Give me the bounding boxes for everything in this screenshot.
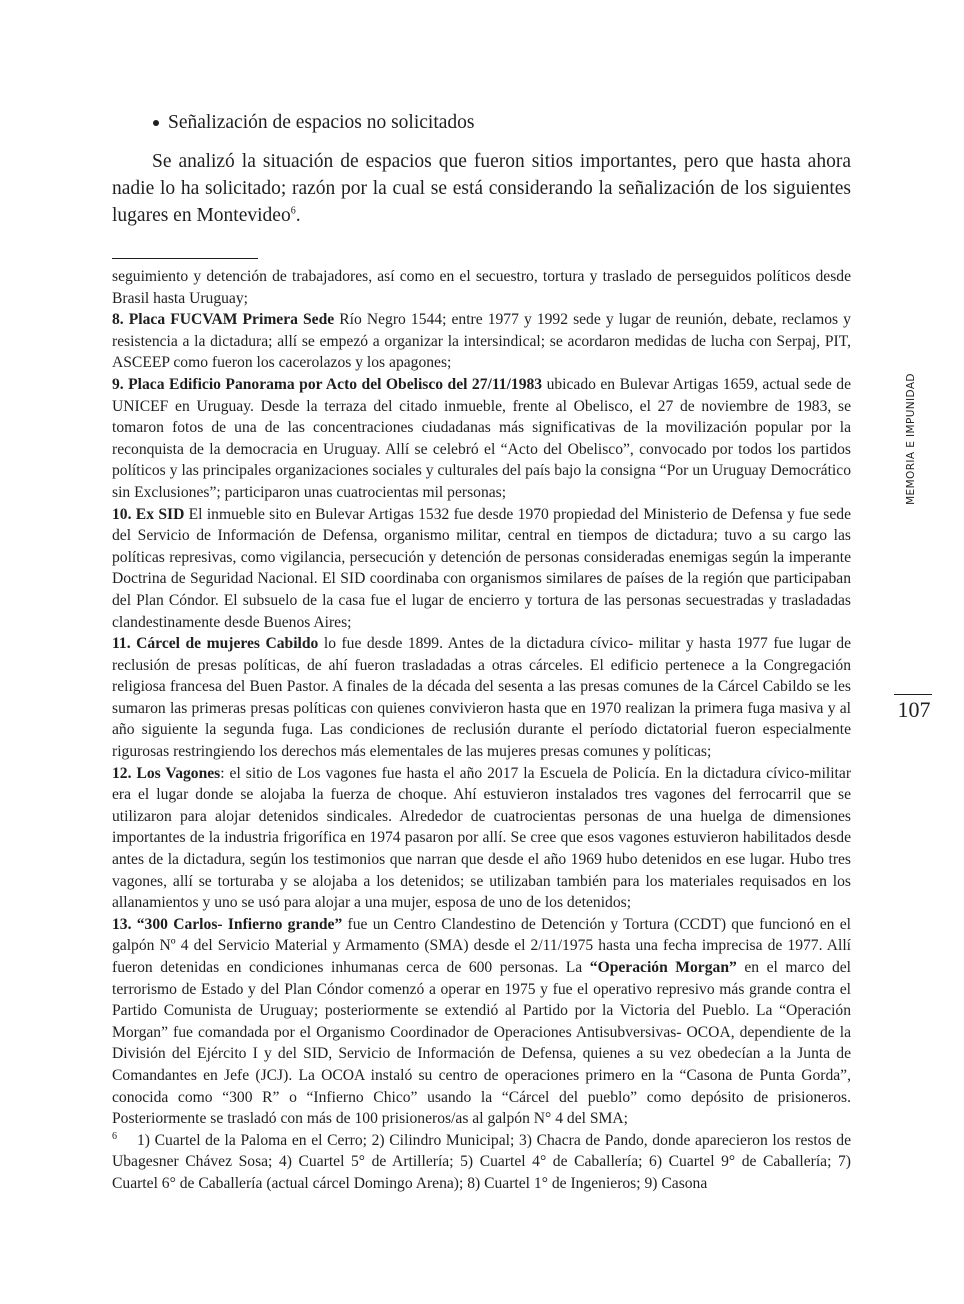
section-heading-text: Señalización de espacios no solicitados [168,112,475,133]
item-title: 10. Ex SID [112,505,185,523]
list-item [112,633,851,763]
item-title: 13. “300 Carlos- Infierno grande” [112,915,343,933]
footnote-block [112,266,851,1195]
footnote-ref: 6 [290,205,296,217]
item-title: 11. Cárcel de mujeres Cabildo [112,635,319,653]
footnote-divider [112,258,258,259]
item-text: fue un Centro Clandestino de Detención y Tortura (CCDT) que funcionó en el galpón Nº 4 del Servicio Material y Armamento (SMA) desde el 2/11/1975 hasta una fecha imprecisa de 1977. Allí fueron detenidas en condiciones inhumanas cerca de 600 personas. La [112,915,851,976]
item-text: El inmueble sito en Bulevar Artigas 1532 fue desde 1970 propiedad del Ministerio de Defensa y fue sede del Servicio de Información de Defensa, organismo militar, central en tiempos de dictadura; tuvo a su cargo las políticas represivas, como vigilancia, persecución y detención de personas consideradas enemigas según la imperante Doctrina de Seguridad Nacional. El SID coordinaba con organismos similares de países de la región que participaban del Plan Cóndor. El subsuelo de la casa fue el lugar de encierro y tortura de las personas secuestradas y trasladadas clandestinamente desde Buenos Aires; [112,505,851,631]
intro-end: . [295,205,301,226]
item-text: ubicado en Bulevar Artigas 1659, actual sede de UNICEF en Uruguay. Desde la terraza del citado inmueble, frente al Obelisco, el 27 de noviembre de 1983, se tomaron fotos de una de las concentraciones ciudadanas más significativas de la movilización popular por la reconquista de la democracia en Uruguay. Allí se celebró el “Acto del Obelisco”, convocado por todos los partidos políticos y las principales organizaciones sociales y culturales del país bajo la consigna “Por un Uruguay Democrático sin Exclusiones”; participaron unas cuatrocientas mil personas; [112,375,852,501]
footnote-text: 1) Cuartel de la Paloma en el Cerro; 2) Cilindro Municipal; 3) Chacra de Pando, donde aparecieron los restos de Ubagesner Chávez Sosa; 4) Cuartel 5° de Artillería; 5) Cuartel 4° de Caballería; 6) Cuartel 9° de Caballería; 7) Cuartel 6° de Caballería (actual cárcel Domingo Arena); 8) Cuartel 1° de Ingenieros; 9) Casona [112,1131,851,1192]
item-text: en el marco del terrorismo de Estado y del Plan Cóndor comenzó a operar en 1975 y fue el operativo represivo más grande contra el Partido Comunista de Uruguay; posteriormente se extendió al Partido por la Victoria del Pueblo. La “Operación Morgan” fue comandada por el Organismo Coordinador de Operaciones Antisubversivas- OCOA, dependiente de la División del Ejército I y del SID, Servicio de Información de Defensa, quienes a su vez obedecían a la Junta de Comandantes en Jefe (JCJ). La OCOA instaló su centro de operaciones primero en la “Casona de Punta Gorda”, conocida como “300 R” o “Infierno Chico” usando la “Cárcel del pueblo” como depósito de prisioneros. Posteriormente se trasladó con más de 100 prisioneros/as al galpón N° 4 del SMA; [112,959,851,1128]
running-header-text: MEMORIA E IMPUNIDAD [905,373,917,505]
list-item [112,374,851,504]
list-item [112,504,851,634]
page-number: 107 [897,697,931,722]
item-title: 12. Los Vagones [112,764,221,782]
item-bold-term: “Operación Morgan” [589,959,737,976]
item-text: lo fue desde 1899. Antes de la dictadura cívico- militar y hasta 1977 fue lugar de reclusión de presas políticas, de ahí fueron trasladadas a otras cárceles. El edificio pertenece a la Congregación religiosa francesa del Buen Pastor. A finales de la década del sesenta a las presas comunes de la Cárcel Cabildo se les sumaron las primeras presas políticas con quienes convivieron hasta que en 1970 realizan la primera fuga masiva y al año siguiente la segunda fuga. Las condiciones de reclusión durante el período dictatorial fueron especialmente rigurosas restringiendo los derechos más elementales de las mujeres presas comunes y políticas; [112,635,851,761]
item-title: 8. Placa FUCVAM Primera Sede [112,311,335,329]
continuation-text: seguimiento y detención de trabajadores, así como en el secuestro, tortura y traslado de perseguidos políticos desde Brasil hasta Uruguay; [112,268,851,307]
bullet-icon [153,120,159,126]
list-item [112,914,851,1130]
footnote-mark: 6 [112,1130,117,1142]
footnote [112,1130,851,1195]
item-text: Río Negro 1544; entre 1977 y 1992 sede y lugar de reunión, debate, reclamos y resistencia a la dictadura; allí se empezó a organizar la intersindical; se acordaron medidas de lucha con Serpaj, PIT, ASCEEP como fueron los cacerolazos y los apagones; [112,311,851,372]
section-heading [153,112,475,134]
intro-paragraph [112,148,851,229]
intro-text: Se analizó la situación de espacios que fueron sitios importantes, pero que hasta ahora nadie lo ha solicitado; razón por la cual se está considerando la señalización de los siguientes lugares en Montevideo [112,151,851,226]
running-header [904,368,918,510]
item-title: 9. Placa Edificio Panorama por Acto del Obelisco del 27/11/1983 [112,375,543,393]
list-item [112,763,851,914]
list-item [112,309,851,374]
item-text: : el sitio de Los vagones fue hasta el año 2017 la Escuela de Policía. En la dictadura cívico-militar era el lugar donde se alojaba la fuerza de choque. Ahí estuvieron instalados tres vagones del ferrocarril que se utilizaron para alojar detenidos sindicales. Alrededor de cuatrocientas personas de una huelga de dimensiones importantes de la industria frigorífica en 1974 pasaron por allí. Se cree que esos vagones estuvieron habilitados desde antes de la dictadura, según los testimonios que narran que desde el año 1969 hubo detenidos en ese lugar. Hubo tres vagones, allí se torturaba y se alojaba a los detenidos; se utilizaban también para los materiales requisados en los allanamientos y uno se usó para alojar a una mujer, esposa de uno de los detenidos; [112,764,852,912]
page-number-rule [894,694,932,695]
